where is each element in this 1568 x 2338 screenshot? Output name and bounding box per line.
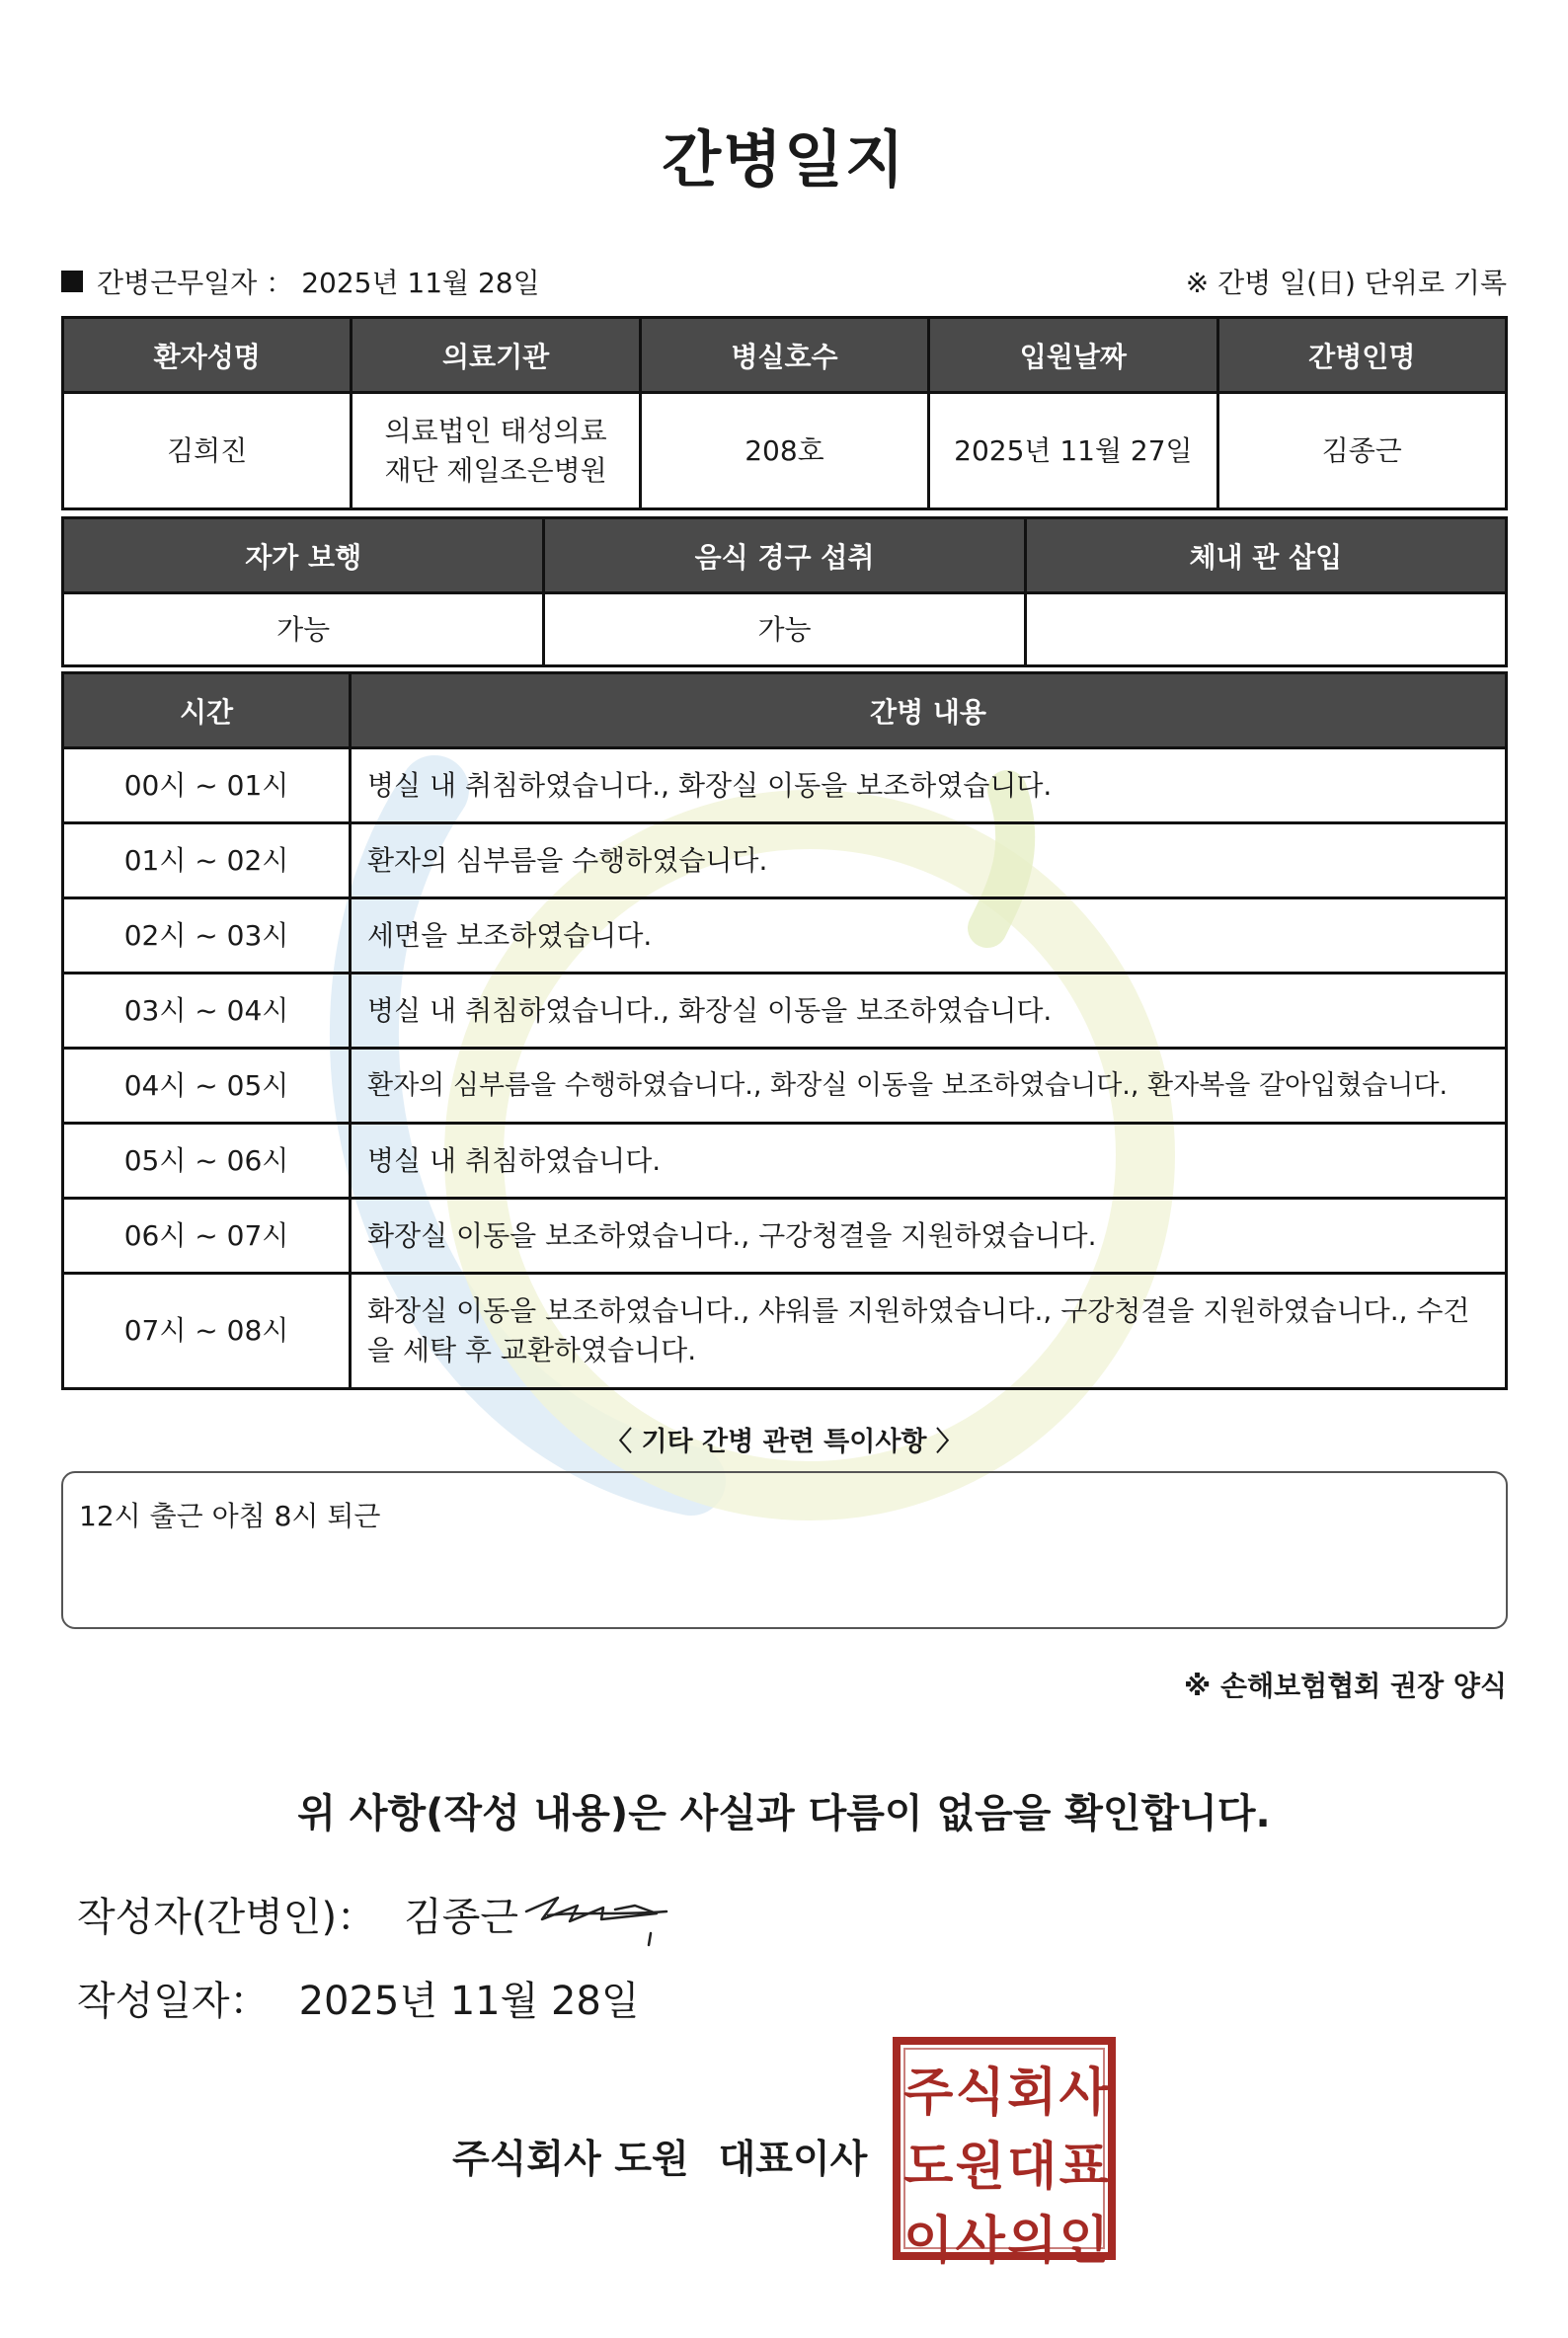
log-time: 01시 ~ 02시	[63, 823, 351, 898]
seal-character: 이	[903, 2212, 950, 2271]
log-content: 환자의 심부름을 수행하였습니다., 화장실 이동을 보조하였습니다., 환자복을 갈아입혔습니다.	[351, 1049, 1507, 1124]
table-row	[63, 1274, 1507, 1389]
patient-status-table	[61, 516, 1508, 667]
seal-character: 도	[903, 2138, 950, 2197]
caregiver-name: 김종근	[1217, 393, 1506, 509]
header-oral-intake: 음식 경구 섭취	[544, 518, 1025, 593]
writer-row	[77, 1886, 518, 1942]
work-date-row	[61, 262, 540, 301]
table-row	[63, 748, 1507, 823]
log-content: 세면을 보조하였습니다.	[351, 898, 1507, 974]
header-patient-name: 환자성명	[63, 318, 352, 393]
special-notes-title: 〈 기타 간병 관련 특이사항 〉	[605, 1427, 963, 1457]
seal-character: 사	[955, 2212, 1001, 2271]
handwritten-signature	[518, 1876, 676, 1955]
self-walking-value: 가능	[63, 593, 544, 666]
company-name: 주식회사 도원	[452, 2138, 689, 2182]
log-content: 화장실 이동을 보조하였습니다., 구강청결을 지원하였습니다.	[351, 1199, 1507, 1274]
table-row	[63, 823, 1507, 898]
seal-character: 인	[1058, 2212, 1105, 2271]
room-number: 208호	[640, 393, 928, 509]
seal-character: 식	[955, 2064, 1001, 2123]
log-time: 03시 ~ 04시	[63, 974, 351, 1049]
writer-label: 작성자(간병인)：	[77, 1895, 377, 1940]
log-time: 06시 ~ 07시	[63, 1199, 351, 1274]
log-time: 04시 ~ 05시	[63, 1049, 351, 1124]
log-content: 환자의 심부름을 수행하였습니다.	[351, 823, 1507, 898]
log-content: 병실 내 취침하였습니다., 화장실 이동을 보조하였습니다.	[351, 748, 1507, 823]
written-date-label: 작성일자：	[77, 1979, 270, 2024]
header-room: 병실호수	[640, 318, 928, 393]
header-admission-date: 입원날짜	[929, 318, 1217, 393]
table-row	[63, 1124, 1507, 1199]
work-date-value: 2025년 11월 28일	[301, 267, 540, 299]
header-self-walking: 자가 보행	[63, 518, 544, 593]
log-time: 00시 ~ 01시	[63, 748, 351, 823]
header-time: 시간	[63, 673, 351, 748]
recommended-form-note: ※ 손해보험협회 권장 양식	[1184, 1670, 1507, 1702]
hospital-name: 의료법인 태성의료재단 제일조은병원	[352, 393, 640, 509]
work-date-label: 간병근무일자 ：	[97, 267, 294, 299]
company-row	[452, 2129, 867, 2184]
table-row	[63, 1199, 1507, 1274]
record-note: ※ 간병 일(日) 단위로 기록	[1185, 267, 1507, 299]
care-log-table	[61, 671, 1508, 1390]
seal-character: 원	[955, 2138, 1001, 2197]
log-time: 05시 ~ 06시	[63, 1124, 351, 1199]
company-seal-stamp	[893, 2037, 1116, 2271]
seal-character: 회	[1007, 2064, 1054, 2123]
log-time: 02시 ~ 03시	[63, 898, 351, 974]
seal-character: 사	[1058, 2064, 1105, 2123]
company-role: 대표이사	[718, 2138, 868, 2182]
seal-character: 의	[1007, 2212, 1054, 2271]
tube-insertion-value	[1025, 593, 1506, 666]
log-content: 병실 내 취침하였습니다., 화장실 이동을 보조하였습니다.	[351, 974, 1507, 1049]
writer-name: 김종근	[404, 1895, 518, 1940]
log-content: 화장실 이동을 보조하였습니다., 샤워를 지원하였습니다., 구강청결을 지원하였습니다., 수건을 세탁 후 교환하였습니다.	[351, 1274, 1507, 1389]
seal-character: 주	[903, 2064, 950, 2123]
header-tube-insertion: 체내 관 삽입	[1025, 518, 1506, 593]
header-caregiver: 간병인명	[1217, 318, 1506, 393]
header-care-content: 간병 내용	[351, 673, 1507, 748]
special-notes-box	[61, 1471, 1508, 1629]
confirmation-statement: 위 사항(작성 내용)은 사실과 다름이 없음을 확인합니다.	[297, 1791, 1271, 1836]
table-row	[63, 898, 1507, 974]
patient-name: 김희진	[63, 393, 352, 509]
table-row	[63, 1049, 1507, 1124]
seal-lettering	[893, 2037, 1116, 2271]
admission-date: 2025년 11월 27일	[929, 393, 1217, 509]
header-hospital: 의료기관	[352, 318, 640, 393]
square-bullet-icon	[61, 271, 83, 292]
seal-character: 대	[1007, 2138, 1054, 2197]
special-notes-text: 12시 출근 아침 8시 퇴근	[79, 1500, 381, 1532]
page-title: 간병일지	[662, 123, 906, 195]
log-time: 07시 ~ 08시	[63, 1274, 351, 1389]
written-date-row	[77, 1970, 640, 2026]
written-date-value: 2025년 11월 28일	[298, 1979, 640, 2024]
seal-character: 표	[1058, 2138, 1105, 2197]
log-content: 병실 내 취침하였습니다.	[351, 1124, 1507, 1199]
oral-intake-value: 가능	[544, 593, 1025, 666]
patient-info-table	[61, 316, 1508, 510]
table-row	[63, 974, 1507, 1049]
